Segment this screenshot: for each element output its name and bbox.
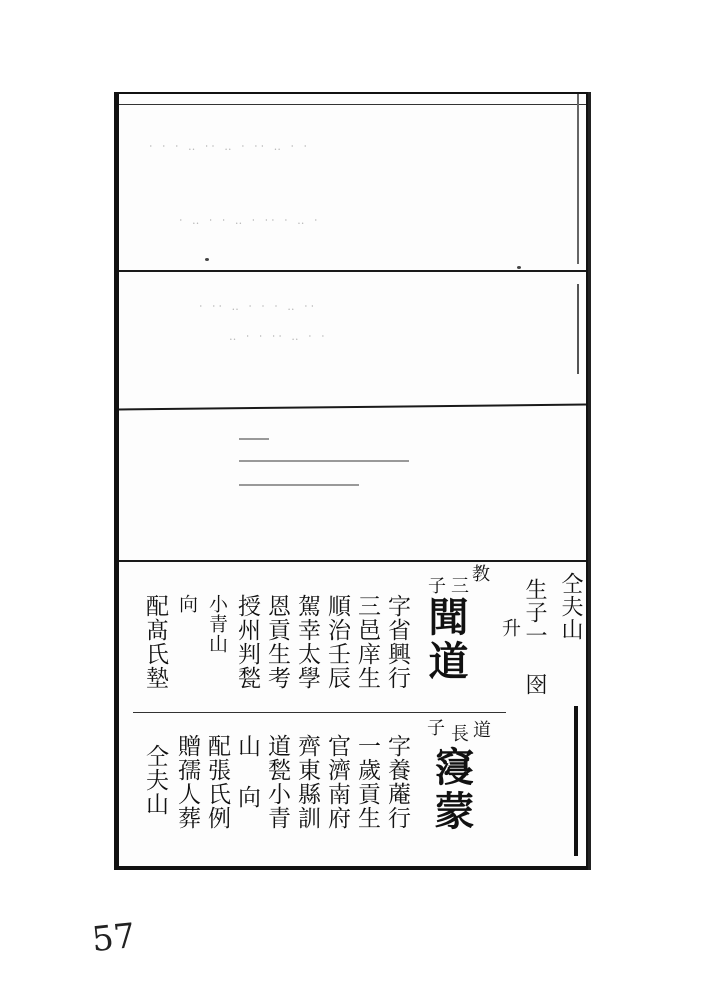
faded-text-row: ‧ ‧ ‧ ‥ ‧‧ ‥ ‧ ‧‧ ‥ ‧ ‧: [149, 140, 310, 153]
entry1-line: 授州判甃: [234, 594, 260, 690]
entry1-line: 字省興行: [384, 594, 410, 690]
page-number: 57: [90, 915, 138, 961]
text-column: 升: [499, 618, 521, 638]
entry2-line: 贈孺人葬: [174, 734, 200, 830]
entry1-head-top: 三: [448, 576, 469, 595]
faded-text-row: ‥ ‧ ‧ ‧‧ ‥ ‧ ‧: [229, 330, 328, 343]
faded-mark: [239, 460, 409, 462]
faded-text-row: ‧ ‧‧ ‥ ‧ ‧ ‧ ‥ ‧‧: [199, 300, 318, 313]
entry2-line: 一歲貢生: [354, 734, 380, 830]
entry2-line: 字養蓭行: [384, 734, 410, 830]
mid-rule: [133, 712, 506, 713]
entry1-line: 順治壬辰: [324, 594, 350, 690]
entry1-head-bottom: 子: [425, 576, 446, 595]
genealogy-page: [114, 92, 588, 870]
entry2-line: 官濟南府: [324, 734, 350, 830]
margin-mark: [577, 94, 579, 264]
entry2-name: 䆮蒙: [428, 746, 475, 834]
text-column: 生子一 囹: [522, 578, 547, 696]
entry1-name: 聞道: [422, 596, 469, 684]
top-rule: [119, 104, 586, 105]
margin-mark: [577, 284, 579, 374]
register-divider-1: [119, 270, 586, 272]
entry1-line: 三邑庠生: [354, 594, 380, 690]
entry2-line: 山 向: [234, 734, 260, 809]
entry1-line: 向: [176, 594, 198, 614]
ink-speck: [517, 266, 521, 269]
text-column: 仝夫山: [558, 572, 583, 641]
entry2-head-bottom: 子: [424, 718, 445, 737]
entry1-line: 駕幸太學: [294, 594, 320, 690]
entry2-line: 齊東縣訓: [294, 734, 320, 830]
entry2-head-top: 長: [448, 724, 469, 743]
register-divider-3: [119, 560, 586, 562]
entry2-line: 仝夫山: [142, 744, 168, 816]
entry1-line: 配髙氏墊: [142, 594, 168, 690]
ink-speck: [205, 258, 209, 261]
margin-mark: [574, 706, 578, 856]
entry2-head-mid: 道: [470, 720, 491, 739]
register-divider-2: [119, 404, 586, 411]
entry1-head-mid: 教: [469, 564, 490, 583]
entry1-line: 小青山: [206, 594, 228, 654]
faded-mark: [239, 484, 359, 486]
page-right-border: [588, 92, 591, 870]
entry2-line: 配張氏例: [204, 734, 230, 830]
faded-mark: [239, 438, 269, 440]
entry1-line: 恩貢生考: [264, 594, 290, 690]
entry2-line: 道甃小青: [264, 734, 290, 830]
faded-text-row: ‧ ‥ ‧ ‧ ‥ ‧ ‧‧ ‧ ‥ ‧: [179, 214, 321, 227]
